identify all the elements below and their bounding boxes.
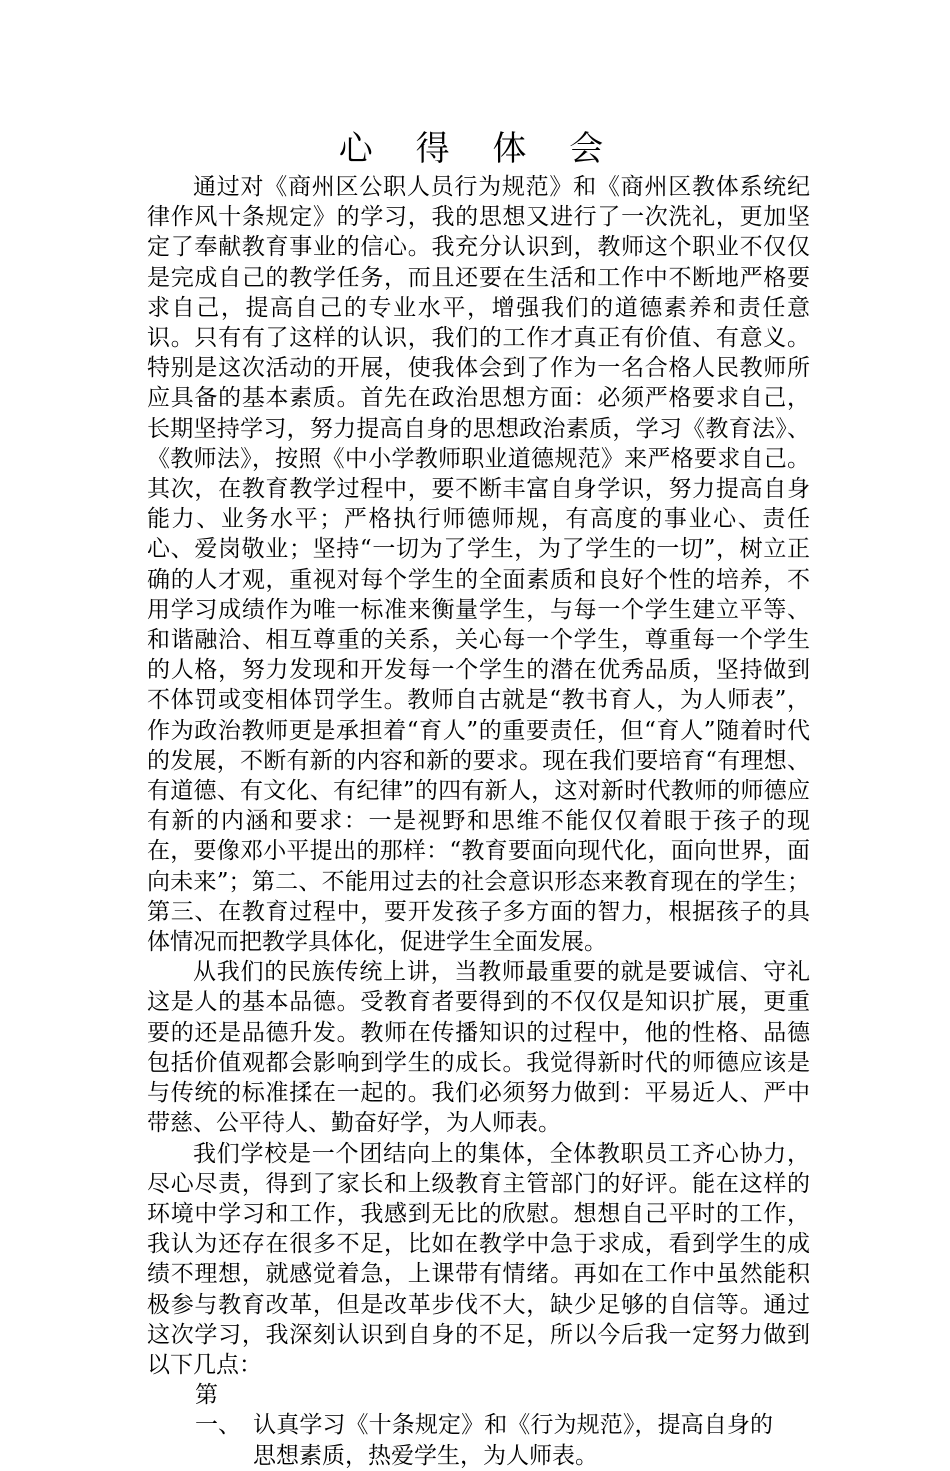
- paragraph-3: 我们学校是一个团结向上的集体，全体教职员工齐心协力，尽心尽责，得到了家长和上级教育主管部门的好评。能在这样的环境中学习和工作，我感到无比的欣慰。想想自己平时的工作，我认为还存在很多不足，比如在教学中急于求成，看到学生的成绩不理想，就感觉着急，上课带有情绪。再如在工作中虽然能积极参与教育改革，但是改革步伐不大，缺少足够的自信等。通过这次学习，我深刻认识到自身的不足，所以今后我一定努力做到以下几点：: [147, 1140, 810, 1378]
- document-body: [147, 172, 810, 1471]
- list-item-text: 认真学习《十条规定》和《行为规范》，提高自身的思想素质，热爱学生，为人师表。: [253, 1412, 773, 1469]
- paragraph-1: 通过对《商州区公职人员行为规范》和《商州区教体系统纪律作风十条规定》的学习，我的思想又进行了一次洗礼，更加坚定了奉献教育事业的信心。我充分认识到，教师这个职业不仅仅是完成自己的教学任务，而且还要在生活和工作中不断地严格要求自己，提高自己的专业水平，增强我们的道德素养和责任意识。只有有了这样的认识，我们的工作才真正有价值、有意义。特别是这次活动的开展，使我体会到了作为一名合格人民教师所应具备的基本素质。首先在政治思想方面：必须严格要求自己，长期坚持学习，努力提高自身的思想政治素质，学习《教育法》、《教师法》，按照《中小学教师职业道德规范》来严格要求自己。其次，在教育教学过程中，要不断丰富自身学识，努力提高自身能力、业务水平；严格执行师德师规，有高度的事业心、责任心、爱岗敬业；坚持“一切为了学生，为了学生的一切”，树立正确的人才观，重视对每个学生的全面素质和良好个性的培养，不用学习成绩作为唯一标准来衡量学生，与每一个学生建立平等、和谐融洽、相互尊重的关系，关心每一个学生，尊重每一个学生的人格，努力发现和开发每一个学生的潜在优秀品质，坚持做到不体罚或变相体罚学生。教师自古就是“教书育人，为人师表”，作为政治教师更是承担着“育人”的重要责任，但“育人”随着时代的发展，不断有新的内容和新的要求。现在我们要培育“有理想、有道德、有文化、有纪律”的四有新人，这对新时代教师的师德应有新的内涵和要求：一是视野和思维不能仅仅着眼于孩子的现在，要像邓小平提出的那样：“教育要面向现代化，面向世界，面向未来”；第二、不能用过去的社会意识形态来教育现在的学生；第三、在教育过程中，要开发孩子多方面的智力，根据孩子的具体情况而把教学具体化，促进学生全面发展。: [147, 174, 810, 956]
- paragraph-2: 从我们的民族传统上讲，当教师最重要的就是要诚信、守礼这是人的基本品德。受教育者要得到的不仅仅是知识扩展，更重要的还是品德升发。教师在传播知识的过程中，他的性格、品德包括价值观都会影响到学生的成长。我觉得新时代的师德应该是与传统的标准揉在一起的。我们必须努力做到：平易近人、严中带慈、公平待人、勤奋好学，为人师表。: [147, 959, 810, 1137]
- document-title: 心 得 体 会: [338, 129, 620, 169]
- list-item-number: 第一、: [195, 1382, 241, 1439]
- list-item-1: [147, 1380, 773, 1471]
